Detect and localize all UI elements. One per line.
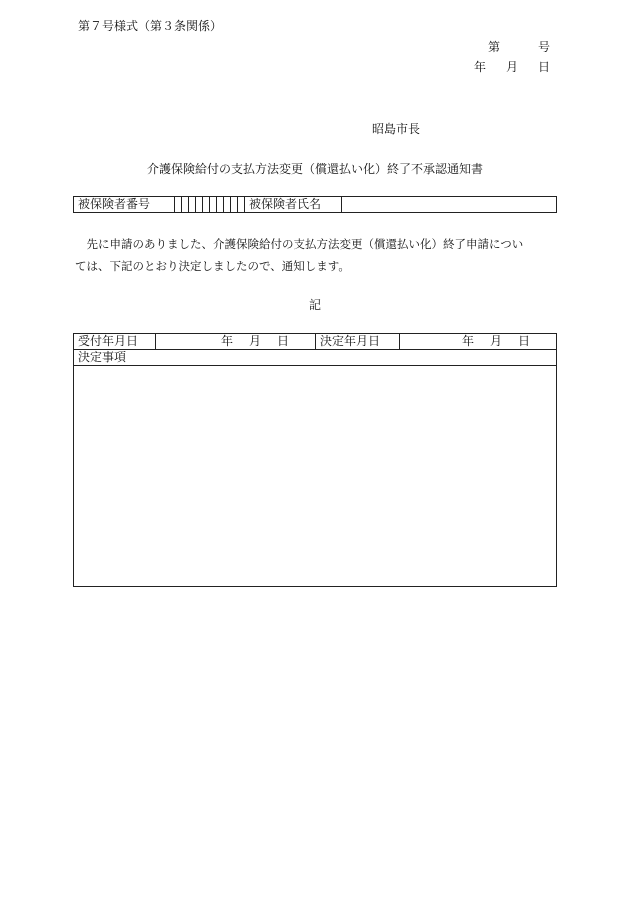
- insured-number-digit-1[interactable]: [175, 197, 182, 213]
- received-date-day: 日: [276, 334, 289, 348]
- decision-items-field[interactable]: [74, 366, 557, 587]
- issue-date-year: 年: [473, 60, 486, 74]
- doc-number-prefix: 第: [487, 40, 500, 54]
- decision-date-month: 月: [489, 334, 502, 348]
- insured-name-field[interactable]: [342, 197, 557, 213]
- insured-number-digit-8[interactable]: [224, 197, 231, 213]
- insured-person-table: [73, 196, 557, 213]
- insured-number-digit-5[interactable]: [203, 197, 210, 213]
- decision-record-table: [73, 333, 557, 587]
- decision-date-label: 決定年月日: [316, 334, 400, 350]
- insured-number-digit-4[interactable]: [196, 197, 203, 213]
- decision-date-year: 年: [461, 334, 474, 348]
- insured-number-digit-7[interactable]: [217, 197, 224, 213]
- received-date-month: 月: [248, 334, 261, 348]
- insured-number-digit-3[interactable]: [189, 197, 196, 213]
- issue-date: [474, 58, 550, 75]
- issuer: 昭島市長: [372, 122, 421, 136]
- notice-body-line-1: 先に申請のありました、介護保険給付の支払方法変更（償還払い化）終了申請につい: [86, 237, 524, 251]
- doc-number-suffix: 号: [537, 40, 550, 54]
- insured-number-digit-9[interactable]: [231, 197, 238, 213]
- notice-body-line-2: ては、下記のとおり決定しましたので、通知します。: [75, 259, 350, 273]
- issue-date-day: 日: [537, 60, 550, 74]
- decision-items-label: 決定事項: [74, 350, 557, 366]
- document-number: [488, 38, 550, 55]
- received-date-field[interactable]: [156, 334, 316, 350]
- received-date-year: 年: [220, 334, 233, 348]
- insured-number-digit-2[interactable]: [182, 197, 189, 213]
- insured-number-digit-10[interactable]: [238, 197, 245, 213]
- decision-date-field[interactable]: [400, 334, 557, 350]
- insured-number-digit-6[interactable]: [210, 197, 217, 213]
- issue-date-month: 月: [505, 60, 518, 74]
- decision-date-day: 日: [517, 334, 530, 348]
- notice-body: [75, 233, 557, 277]
- form-number: 第７号様式（第３条関係）: [78, 19, 223, 33]
- document-title: 介護保険給付の支払方法変更（償還払い化）終了不承認通知書: [146, 162, 483, 176]
- insured-name-label: 被保険者氏名: [245, 197, 342, 213]
- insured-number-label: 被保険者番号: [74, 197, 175, 213]
- ki-heading: 記: [308, 298, 321, 312]
- received-date-label: 受付年月日: [74, 334, 156, 350]
